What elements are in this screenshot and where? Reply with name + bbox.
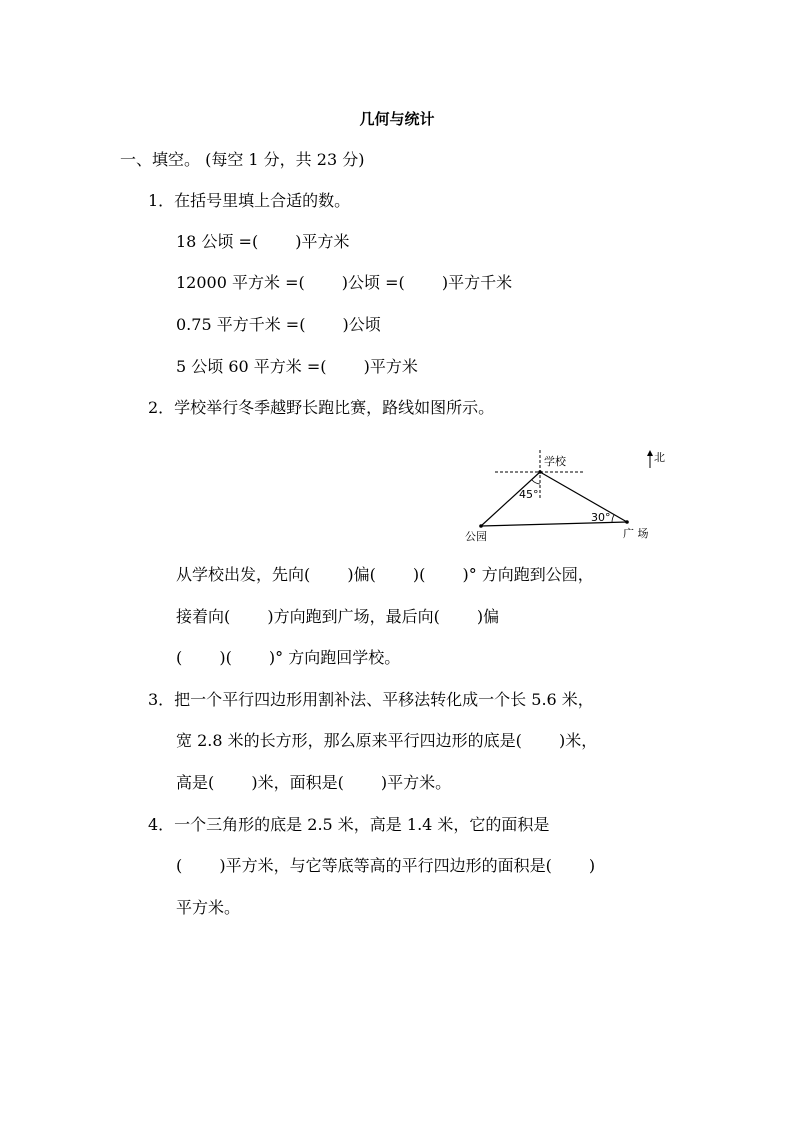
- question-3-line-1: 3．把一个平行四边形用割补法、平移法转化成一个长 5.6 米，: [148, 690, 594, 709]
- park-point: [479, 524, 483, 528]
- section-heading: 一、填空。 (每空 1 分，共 23 分): [120, 150, 365, 169]
- question-1-line-3: 0.75 平方千米 =( )公顷: [176, 315, 381, 334]
- question-2-line-3: ( )( )° 方向跑回学校。: [176, 648, 401, 667]
- page-title: 几何与统计: [359, 110, 435, 128]
- question-2-line-1: 从学校出发，先向( )偏( )( )° 方向跑到公园，: [176, 565, 594, 584]
- question-4-line-3: 平方米。: [176, 898, 241, 917]
- route-square-to-school: [540, 472, 627, 522]
- square-point: [625, 520, 629, 524]
- angle-label-square: 30°: [591, 511, 611, 524]
- north-arrow-icon: [647, 450, 653, 456]
- question-4-line-1: 4．一个三角形的底是 2.5 米，高是 1.4 米，它的面积是: [148, 815, 550, 834]
- question-1-line-4: 5 公顷 60 平方米 =( )平方米: [176, 357, 418, 376]
- angle-arc-school: [532, 480, 540, 484]
- school-label: 学校: [544, 455, 566, 468]
- question-3-line-2: 宽 2.8 米的长方形，那么原来平行四边形的底是( )米，: [176, 731, 598, 750]
- park-label: 公园: [465, 530, 487, 543]
- north-label: 北: [654, 451, 665, 464]
- question-3-line-3: 高是( )米，面积是( )平方米。: [176, 773, 452, 792]
- question-1-line-1: 18 公顷 =( )平方米: [176, 232, 350, 251]
- question-1-line-2: 12000 平方米 =( )公顷 =( )平方千米: [176, 273, 513, 292]
- angle-label-school: 45°: [519, 488, 539, 501]
- question-2-stem: 2．学校举行冬季越野长跑比赛，路线如图所示。: [148, 398, 495, 417]
- question-4-line-2: ( )平方米，与它等底等高的平行四边形的面积是( ): [176, 856, 596, 875]
- question-2-line-2: 接着向( )方向跑到广场，最后向( )偏: [176, 607, 500, 626]
- angle-arc-square: [612, 515, 614, 522]
- route-diagram: [455, 440, 685, 550]
- square-label: 广 场: [623, 527, 649, 540]
- school-point: [538, 470, 542, 474]
- question-1-stem: 1．在括号里填上合适的数。: [148, 191, 351, 210]
